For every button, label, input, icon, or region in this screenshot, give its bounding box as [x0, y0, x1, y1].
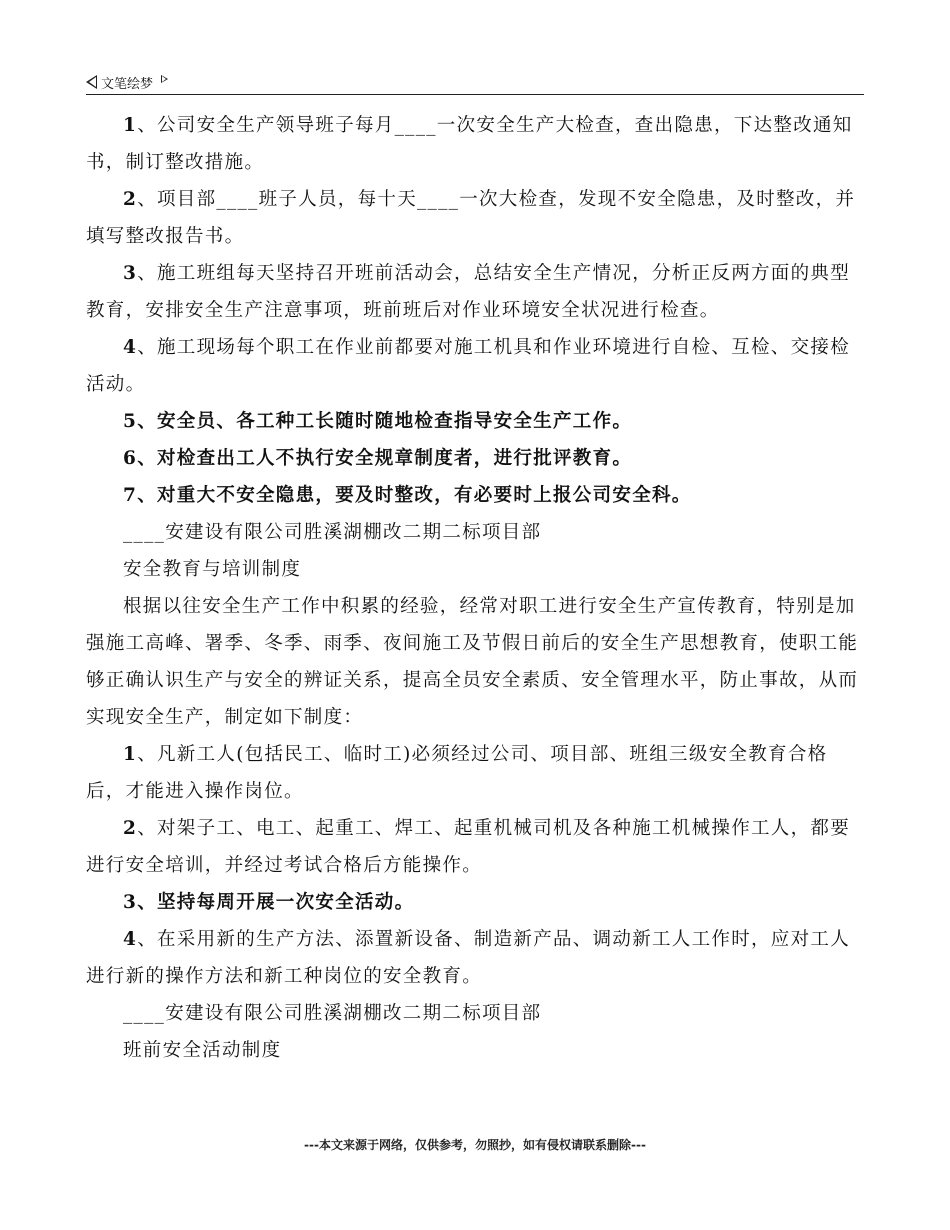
section-title: 班前安全活动制度	[123, 1040, 282, 1061]
paragraph: 5、安全员、各工种工长随时随地检查指导安全生产工作。	[123, 411, 633, 432]
paragraph: 6、对检查出工人不执行安全规章制度者，进行批评教育。	[123, 448, 633, 469]
paragraph: 3、施工班组每天坚持召开班前活动会，总结安全生产情况，分析正反两方面的典型教育，安排安全生产注意事项，班前班后对作业环境安全状况进行检查。	[86, 263, 850, 321]
paragraph: 2、项目部____班子人员，每十天____一次大检查，发现不安全隐患，及时整改，并填写整改报告书。	[86, 189, 856, 247]
project-department-line: ____安建设有限公司胜溪湖棚改二期二标项目部	[123, 1003, 542, 1024]
section-title: 安全教育与培训制度	[123, 559, 302, 580]
paragraph: 4、施工现场每个职工在作业前都要对施工机具和作业环境进行自检、互检、交接检活动。	[86, 337, 850, 395]
paragraph: 4、在采用新的生产方法、添置新设备、制造新产品、调动新工人工作时，应对工人进行新的操作方法和新工种岗位的安全教育。	[86, 929, 850, 987]
header-title: 文笔绘梦	[101, 76, 154, 92]
page-header	[86, 70, 864, 95]
project-department-line: ____安建设有限公司胜溪湖棚改二期二标项目部	[123, 522, 542, 543]
paragraph: 1、凡新工人(包括民工、临时工)必须经过公司、项目部、班组三级安全教育合格后，才能进入操作岗位。	[86, 744, 828, 802]
paragraph: 2、对架子工、电工、起重工、焊工、起重机械司机及各种施工机械操作工人，都要进行安全培训，并经过考试合格后方能操作。	[86, 818, 850, 876]
paragraph: 3、坚持每周开展一次安全活动。	[123, 892, 415, 913]
paragraph: 1、公司安全生产领导班子每月____一次安全生产大检查，查出隐患，下达整改通知书，制订整改措施。	[86, 115, 853, 173]
document-body	[86, 107, 866, 1069]
paragraph: 7、对重大不安全隐患，要及时整改，有必要时上报公司安全科。	[123, 485, 692, 506]
triangle-right-icon	[161, 75, 168, 83]
paragraph: 根据以往安全生产工作中积累的经验，经常对职工进行安全生产宣传教育，特别是加强施工高峰、署季、冬季、雨季、夜间施工及节假日前后的安全生产思想教育，使职工能够正确认识生产与安全的辨证关系，提高全员安全素质、安全管理水平，防止事故，从而实现安全生产，制定如下制度：	[86, 596, 859, 728]
footer-disclaimer: ---本文来源于网络，仅供参考，勿照抄，如有侵权请联系删除---	[304, 1138, 646, 1152]
triangle-left-icon	[86, 75, 97, 89]
